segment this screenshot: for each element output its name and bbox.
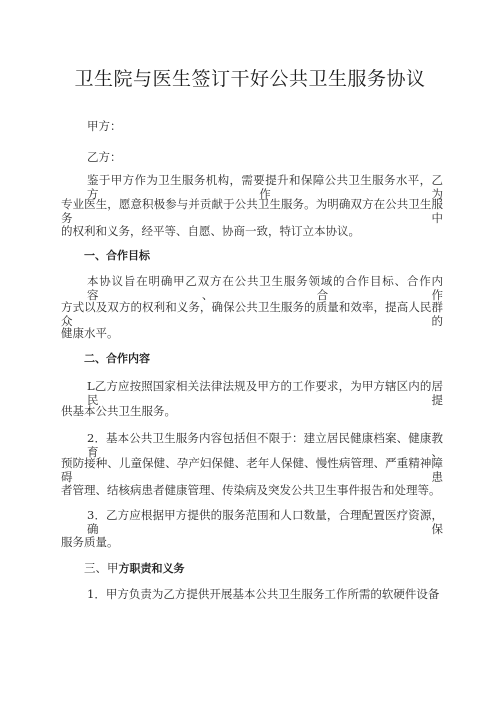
section-3-item-1-line-1: 1．甲方负责为乙方提供开展基本公共卫生服务工作所需的软硬件设备 [87, 587, 440, 601]
section-2-heading: 二、合作内容 [84, 352, 150, 365]
section-3-heading-prefix: 三、甲 [84, 561, 119, 575]
section-2-item-2-line-1: 2．基本公共卫生服务内容包括但不限于：建立居民健康档案、健康教育、 [87, 431, 443, 459]
section-2-item-3-line-1: 3．乙方应根据甲方提供的服务范围和人口数量，合理配置医疗资源，确保 [87, 508, 443, 536]
party-b-label: 乙方： [87, 150, 122, 164]
section-1-line-1: 本协议旨在明确甲乙双方在公共卫生服务领域的合作目标、合作内容、合作 [87, 274, 443, 302]
section-1-heading: 一、合作目标 [84, 249, 150, 262]
document-title: 卫生院与医生签订干好公共卫生服务协议 [74, 68, 426, 90]
intro-line-2: 专业医生，愿意积极参与并贡献于公共卫生服务。为明确双方在公共卫生服务中 [61, 197, 443, 225]
intro-line-3: 的权利和义务，经平等、自愿、协商一致，特订立本协议。 [61, 224, 360, 238]
section-2-item-3-line-2: 服务质量。 [61, 535, 119, 549]
section-1-line-3: 健康水平。 [61, 326, 119, 340]
section-3-heading-suffix: 方职责和义务 [118, 562, 185, 575]
section-2-item-2-line-3: 者管理、结核病患者健康管理、传染病及突发公共卫生事件报告和处理等。 [61, 483, 441, 497]
section-2-item-1-line-2: 供基本公共卫生服务。 [61, 404, 176, 418]
section-1-line-2: 方式以及双方的权利和义务，确保公共卫生服务的质量和效率，提高人民群众的 [61, 300, 443, 328]
party-a-label: 甲方： [87, 119, 122, 133]
section-3-heading [84, 561, 185, 576]
intro-line-1: 鉴于甲方作为卫生服务机构，需要提升和保障公共卫生服务水平，乙方作为 [87, 173, 443, 201]
section-2-item-2-line-2: 预防接种、儿童保健、孕产妇保健、老年人保健、慢性病管理、严重精神障碍患 [61, 456, 443, 484]
section-2-item-1-line-1: L乙方应按照国家相关法律法规及甲方的工作要求，为甲方辖区内的居民提 [87, 379, 443, 407]
